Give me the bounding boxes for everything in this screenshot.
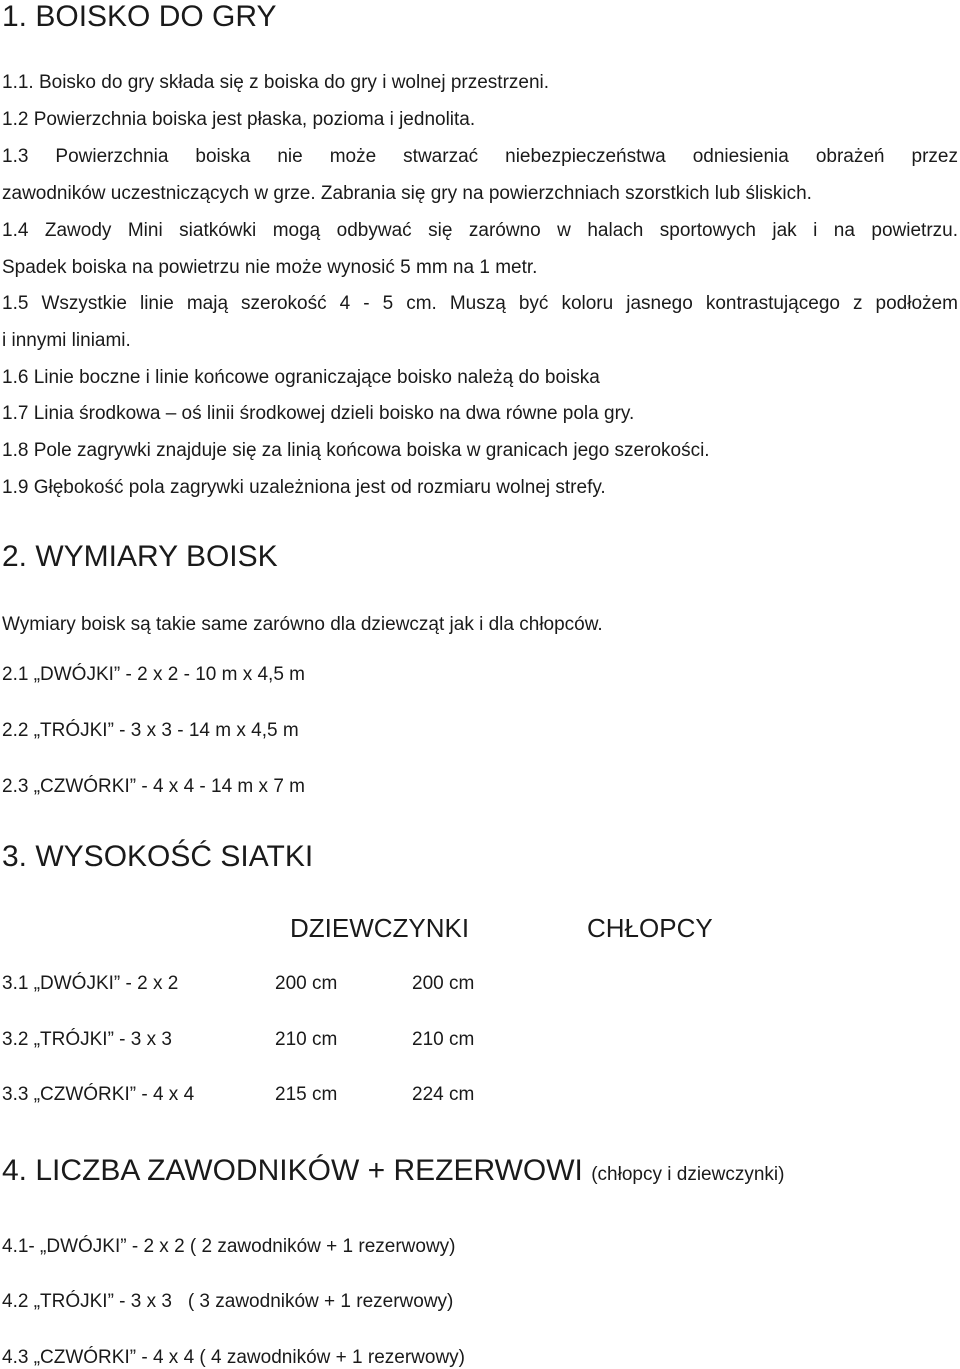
dimension-item: 2.2 „TRÓJKI” - 3 x 3 - 14 m x 4,5 m: [2, 720, 299, 741]
paragraph-1-4-line-2: Spadek boiska na powietrzu nie może wynosić 5 mm na 1 metr.: [2, 257, 538, 278]
paragraph-1-3-line-1: 1.3 Powierzchnia boiska nie może stwarzać niebezpieczeństwa odniesienia obrażeń przez: [2, 146, 958, 167]
paragraph-1-4-line-1: 1.4 Zawody Mini siatkówki mogą odbywać się zarówno w halach sportowych jak i na powietrzu.: [2, 220, 958, 241]
paragraph-1-6: 1.6 Linie boczne i linie końcowe ograniczające boisko należą do boiska: [2, 367, 600, 388]
section-1-heading: 1. BOISKO DO GRY: [2, 0, 277, 33]
players-item: 4.2 „TRÓJKI” - 3 x 3 ( 3 zawodników + 1 rezerwowy): [2, 1291, 454, 1312]
paragraph-1-7: 1.7 Linia środkowa – oś linii środkowej dzieli boisko na dwa równe pola gry.: [2, 403, 635, 424]
players-item: 4.3 „CZWÓRKI” - 4 x 4 ( 4 zawodników + 1 rezerwowy): [2, 1347, 465, 1368]
net-height-girls: 200 cm: [275, 973, 338, 994]
column-header-girls: DZIEWCZYNKI: [290, 913, 470, 943]
net-height-row-label: 3.3 „CZWÓRKI” - 4 x 4: [2, 1084, 195, 1105]
net-height-girls: 215 cm: [275, 1084, 338, 1105]
paragraph-1-5-line-1: 1.5 Wszystkie linie mają szerokość 4 - 5 cm. Muszą być koloru jasnego kontrastującego z podłożem: [2, 293, 958, 314]
paragraph-1-5-line-2: i innymi liniami.: [2, 330, 131, 351]
section-2-heading: 2. WYMIARY BOISK: [2, 540, 278, 573]
dimension-item: 2.1 „DWÓJKI” - 2 x 2 - 10 m x 4,5 m: [2, 664, 306, 685]
net-height-boys: 210 cm: [412, 1029, 475, 1050]
section-4-heading: [2, 1154, 784, 1192]
net-height-row-label: 3.2 „TRÓJKI” - 3 x 3: [2, 1029, 172, 1050]
dimension-item: 2.3 „CZWÓRKI” - 4 x 4 - 14 m x 7 m: [2, 776, 305, 797]
paragraph-1-2: 1.2 Powierzchnia boiska jest płaska, pozioma i jednolita.: [2, 109, 476, 130]
column-header-boys: CHŁOPCY: [587, 913, 713, 943]
paragraph-1-3-line-2: zawodników uczestniczących w grze. Zabrania się gry na powierzchniach szorstkich lub śliskich.: [2, 183, 812, 204]
net-height-row-label: 3.1 „DWÓJKI” - 2 x 2: [2, 973, 179, 994]
net-height-boys: 224 cm: [412, 1084, 475, 1105]
section-3-heading: 3. WYSOKOŚĆ SIATKI: [2, 840, 314, 873]
paragraph-1-9: 1.9 Głębokość pola zagrywki uzależniona jest od rozmiaru wolnej strefy.: [2, 477, 606, 498]
paragraph-1-1: 1.1. Boisko do gry składa się z boiska do gry i wolnej przestrzeni.: [2, 72, 550, 93]
section-4-heading-note: (chłopcy i dziewczynki): [591, 1164, 785, 1185]
net-height-girls: 210 cm: [275, 1029, 338, 1050]
section-4-heading-text: 4. LICZBA ZAWODNIKÓW + REZERWOWI: [2, 1154, 583, 1187]
net-height-boys: 200 cm: [412, 973, 475, 994]
section-2-intro: Wymiary boisk są takie same zarówno dla dziewcząt jak i dla chłopców.: [2, 614, 603, 635]
paragraph-1-8: 1.8 Pole zagrywki znajduje się za linią końcowa boiska w granicach jego szerokości.: [2, 440, 710, 461]
players-item: 4.1- „DWÓJKI” - 2 x 2 ( 2 zawodników + 1 rezerwowy): [2, 1236, 456, 1257]
